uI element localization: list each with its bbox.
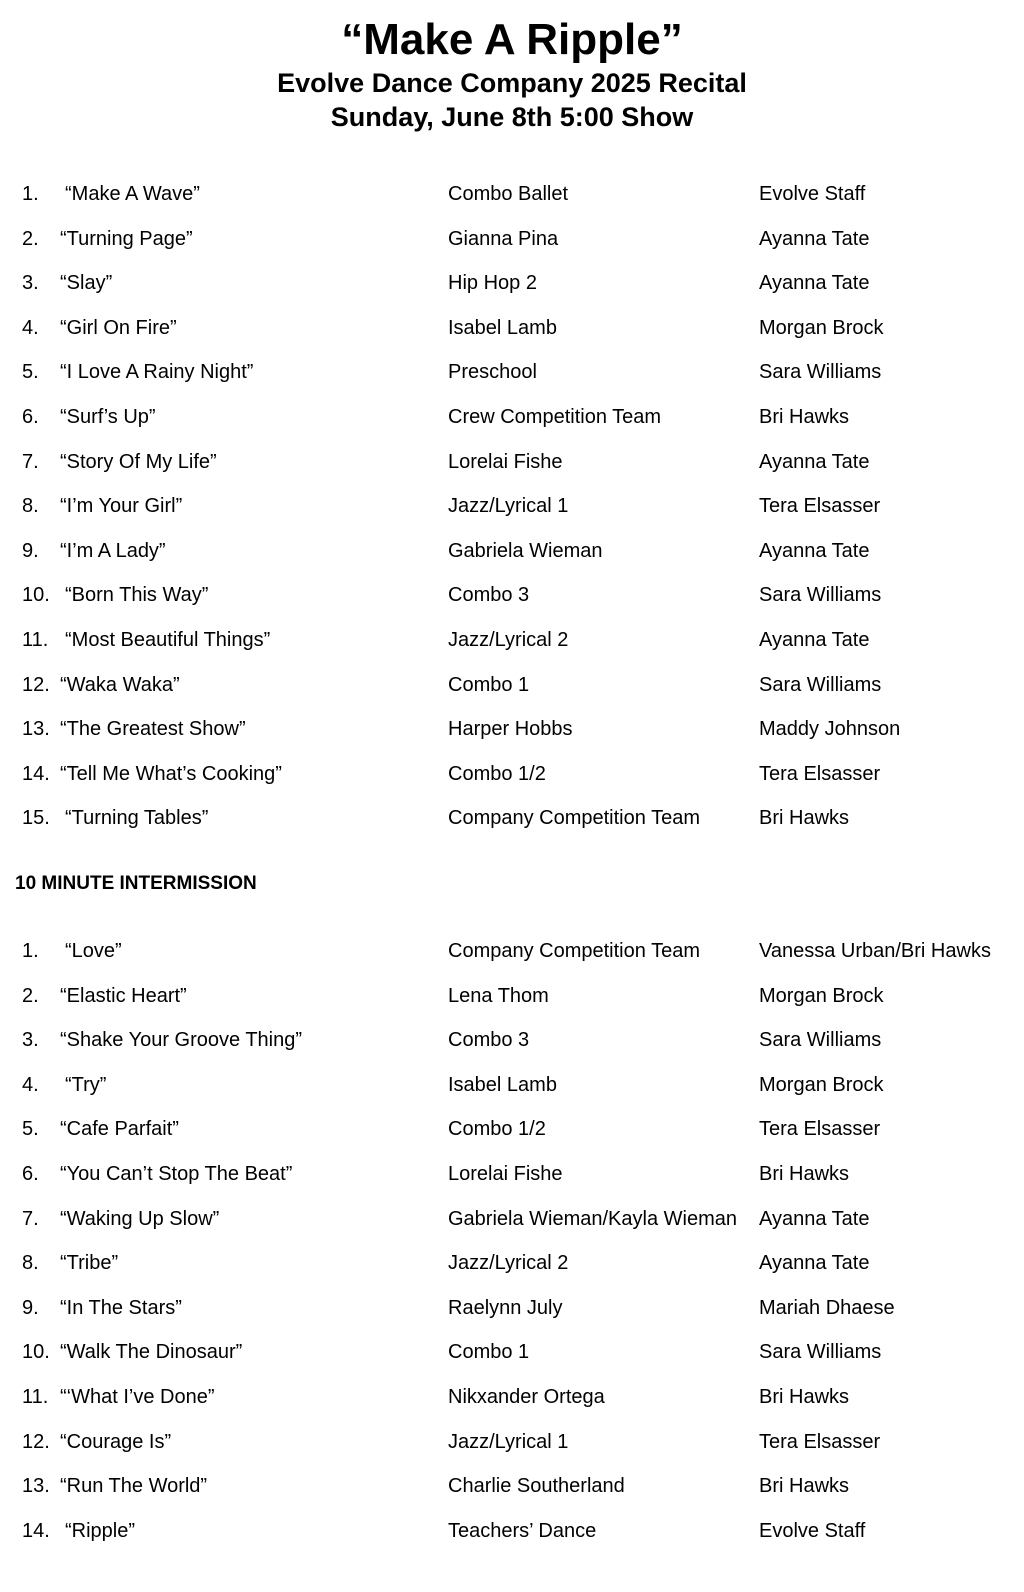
program-row — [0, 1289, 1024, 1334]
program-row — [0, 1333, 1024, 1378]
song-title: “Run The World” — [60, 1475, 208, 1498]
song-title: “I’m A Lady” — [60, 539, 166, 562]
performer-name: Gianna Pina — [448, 227, 559, 250]
program-row — [0, 398, 1024, 443]
choreographer-name: Sara Williams — [759, 584, 882, 607]
choreographer-name: Sara Williams — [759, 361, 882, 384]
program-row — [0, 532, 1024, 577]
song-title: “Courage Is” — [60, 1430, 172, 1453]
performer-name: Isabel Lamb — [448, 1073, 557, 1096]
choreographer-name: Tera Elsasser — [759, 1430, 881, 1453]
row-number: 12. — [22, 1430, 50, 1453]
program-row — [0, 710, 1024, 755]
performer-name: Combo 1/2 — [448, 1118, 546, 1141]
performer-name: Charlie Southerland — [448, 1475, 625, 1498]
song-title: “Turning Page” — [60, 227, 193, 250]
program-row — [0, 1021, 1024, 1066]
choreographer-name: Sara Williams — [759, 673, 882, 696]
program-row — [0, 309, 1024, 354]
row-number: 3. — [22, 272, 39, 295]
row-number: 12. — [22, 673, 50, 696]
song-title: “Turning Tables” — [65, 807, 209, 830]
program-row — [0, 220, 1024, 265]
intermission-heading: 10 MINUTE INTERMISSION — [15, 873, 257, 894]
row-number: 10. — [22, 1341, 50, 1364]
row-number: 10. — [22, 584, 50, 607]
song-title: “You Can’t Stop The Beat” — [60, 1162, 293, 1185]
performer-name: Gabriela Wieman — [448, 539, 603, 562]
program-row — [0, 621, 1024, 666]
choreographer-name: Sara Williams — [759, 1029, 882, 1052]
program-date-time: Sunday, June 8th 5:00 Show — [330, 102, 694, 132]
song-title: “Surf’s Up” — [60, 405, 156, 428]
row-number: 5. — [22, 361, 39, 384]
choreographer-name: Maddy Johnson — [759, 718, 901, 741]
choreographer-name: Ayanna Tate — [759, 272, 870, 295]
choreographer-name: Mariah Dhaese — [759, 1296, 895, 1319]
performer-name: Nikxander Ortega — [448, 1385, 605, 1408]
choreographer-name: Tera Elsasser — [759, 1118, 881, 1141]
program-row — [0, 576, 1024, 621]
performer-name: Raelynn July — [448, 1296, 563, 1319]
performer-name: Teachers’ Dance — [448, 1519, 597, 1542]
choreographer-name: Bri Hawks — [759, 1475, 850, 1498]
row-number: 8. — [22, 1252, 39, 1275]
performer-name: Combo 1 — [448, 673, 530, 696]
song-title: “Story Of My Life” — [60, 450, 217, 473]
performer-name: Company Competition Team — [448, 940, 700, 962]
program-row — [0, 799, 1024, 844]
program-subtitle: Evolve Dance Company 2025 Recital — [277, 68, 747, 98]
choreographer-name: Bri Hawks — [759, 807, 850, 830]
row-number: 1. — [22, 940, 39, 962]
choreographer-name: Ayanna Tate — [759, 628, 870, 651]
choreographer-name: Bri Hawks — [759, 1162, 850, 1185]
performer-name: Jazz/Lyrical 1 — [448, 1430, 569, 1453]
performer-name: Combo Ballet — [448, 183, 569, 205]
row-number: 4. — [22, 1073, 39, 1096]
performer-name: Hip Hop 2 — [448, 272, 537, 295]
row-number: 15. — [22, 807, 50, 830]
row-number: 7. — [22, 450, 39, 473]
performer-name: Lena Thom — [448, 984, 549, 1007]
choreographer-name: Bri Hawks — [759, 405, 850, 428]
choreographer-name: Ayanna Tate — [759, 1207, 870, 1230]
program-row — [0, 1200, 1024, 1245]
performer-name: Preschool — [448, 361, 537, 384]
performer-name: Harper Hobbs — [448, 718, 573, 741]
performer-name: Lorelai Fishe — [448, 1162, 563, 1185]
song-title: “Make A Wave” — [65, 183, 200, 205]
row-number: 6. — [22, 1162, 39, 1185]
row-number: 9. — [22, 539, 39, 562]
row-number: 2. — [22, 984, 39, 1007]
choreographer-name: Ayanna Tate — [759, 227, 870, 250]
act-two-list — [0, 932, 1024, 1556]
song-title: “Born This Way” — [65, 584, 209, 607]
choreographer-name: Sara Williams — [759, 1341, 882, 1364]
row-number: 3. — [22, 1029, 39, 1052]
program-row — [0, 755, 1024, 800]
performer-name: Combo 3 — [448, 584, 530, 607]
row-number: 14. — [22, 762, 50, 785]
performer-name: Lorelai Fishe — [448, 450, 563, 473]
performer-name: Isabel Lamb — [448, 316, 557, 339]
performer-name: Combo 1/2 — [448, 762, 546, 785]
row-number: 7. — [22, 1207, 39, 1230]
song-title: “Walk The Dinosaur” — [60, 1341, 243, 1364]
program-row — [0, 1155, 1024, 1200]
choreographer-name: Vanessa Urban/Bri Hawks — [759, 940, 991, 962]
row-number: 6. — [22, 405, 39, 428]
row-number: 9. — [22, 1296, 39, 1319]
program-row — [0, 977, 1024, 1022]
song-title: “Love” — [65, 940, 122, 962]
program-row — [0, 353, 1024, 398]
program-row — [0, 932, 1024, 977]
choreographer-name: Ayanna Tate — [759, 450, 870, 473]
row-number: 2. — [22, 227, 39, 250]
program-row — [0, 175, 1024, 220]
program-row — [0, 1467, 1024, 1512]
program-row — [0, 1066, 1024, 1111]
program-row — [0, 1378, 1024, 1423]
song-title: “Most Beautiful Things” — [65, 628, 271, 651]
choreographer-name: Tera Elsasser — [759, 762, 881, 785]
row-number: 5. — [22, 1118, 39, 1141]
song-title: “I’m Your Girl” — [60, 495, 183, 518]
row-number: 11. — [22, 1385, 49, 1408]
row-number: 14. — [22, 1519, 50, 1542]
row-number: 11. — [22, 628, 49, 651]
performer-name: Crew Competition Team — [448, 405, 662, 428]
song-title: “Tribe” — [60, 1252, 119, 1275]
song-title: “Shake Your Groove Thing” — [60, 1029, 303, 1052]
row-number: 13. — [22, 718, 50, 741]
choreographer-name: Morgan Brock — [759, 984, 884, 1007]
choreographer-name: Ayanna Tate — [759, 1252, 870, 1275]
song-title: “In The Stars” — [60, 1296, 182, 1319]
choreographer-name: Tera Elsasser — [759, 495, 881, 518]
choreographer-name: Bri Hawks — [759, 1385, 850, 1408]
song-title: “Cafe Parfait” — [60, 1118, 179, 1141]
song-title: “Girl On Fire” — [60, 316, 177, 339]
act-one-list — [0, 175, 1024, 844]
song-title: “Tell Me What’s Cooking” — [60, 762, 282, 785]
program-row — [0, 1423, 1024, 1468]
performer-name: Combo 3 — [448, 1029, 530, 1052]
song-title: “Try” — [65, 1073, 107, 1096]
program-row — [0, 487, 1024, 532]
program-row — [0, 1244, 1024, 1289]
choreographer-name: Morgan Brock — [759, 316, 884, 339]
song-title: “‘What I’ve Done” — [60, 1385, 215, 1408]
performer-name: Gabriela Wieman/Kayla Wieman — [448, 1207, 737, 1230]
performer-name: Jazz/Lyrical 1 — [448, 495, 569, 518]
song-title: “Slay” — [60, 272, 113, 295]
choreographer-name: Ayanna Tate — [759, 539, 870, 562]
song-title: “Waking Up Slow” — [60, 1207, 220, 1230]
row-number: 13. — [22, 1475, 50, 1498]
row-number: 8. — [22, 495, 39, 518]
performer-name: Company Competition Team — [448, 807, 700, 830]
program-row — [0, 264, 1024, 309]
choreographer-name: Evolve Staff — [759, 1519, 866, 1542]
row-number: 4. — [22, 316, 39, 339]
performer-name: Jazz/Lyrical 2 — [448, 1252, 569, 1275]
row-number: 1. — [22, 183, 39, 205]
program-row — [0, 1512, 1024, 1557]
performer-name: Combo 1 — [448, 1341, 530, 1364]
program-title: “Make A Ripple” — [341, 15, 683, 64]
program-row — [0, 1110, 1024, 1155]
song-title: “Elastic Heart” — [60, 984, 187, 1007]
performer-name: Jazz/Lyrical 2 — [448, 628, 569, 651]
song-title: “Ripple” — [65, 1519, 136, 1542]
program-row — [0, 443, 1024, 488]
program-row — [0, 666, 1024, 711]
song-title: “Waka Waka” — [60, 673, 180, 696]
song-title: “The Greatest Show” — [60, 718, 246, 741]
choreographer-name: Evolve Staff — [759, 183, 866, 205]
song-title: “I Love A Rainy Night” — [60, 361, 254, 384]
choreographer-name: Morgan Brock — [759, 1073, 884, 1096]
